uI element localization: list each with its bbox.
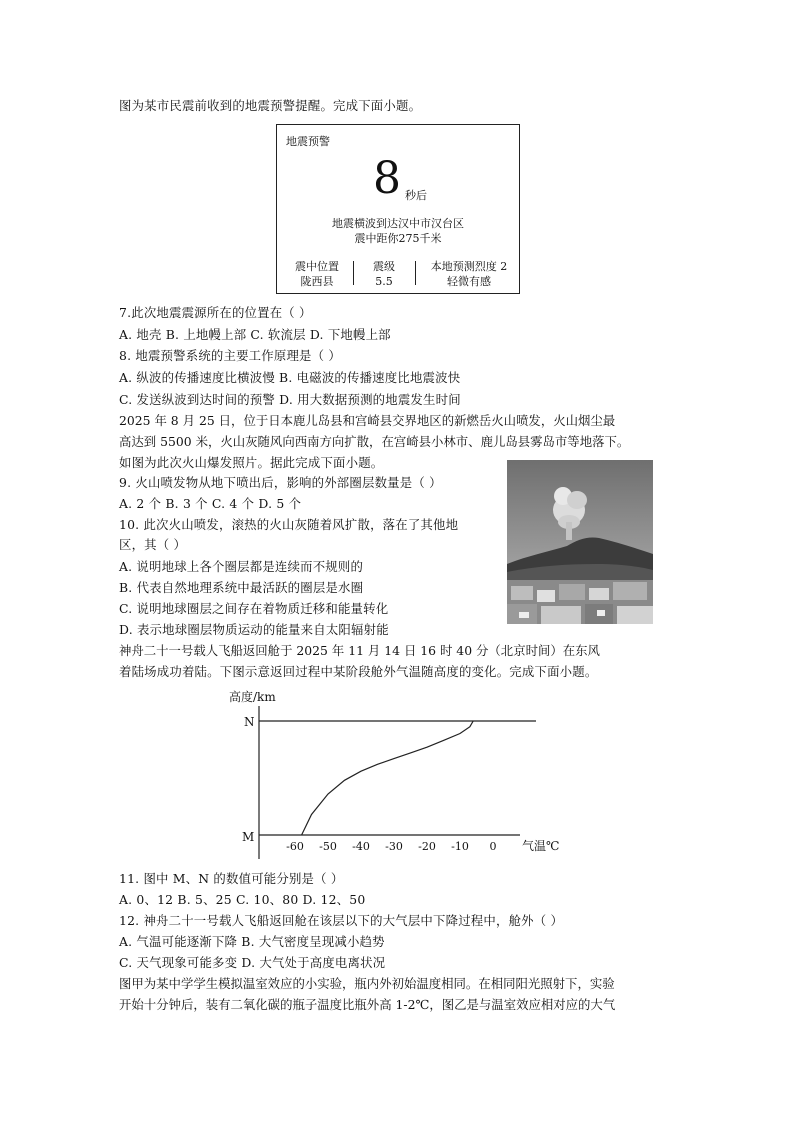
text-line: 如图为此次火山爆发照片。据此完成下面小题。 (119, 455, 384, 470)
divider (353, 261, 354, 285)
text-line: A. 0、12 B. 5、25 C. 10、80 D. 12、50 (119, 892, 366, 907)
intensity-value: 轻微有感 (447, 275, 491, 288)
x-tick-label: -50 (319, 840, 337, 853)
text-line: 图为某市民震前收到的地震预警提醒。完成下面小题。 (119, 98, 422, 113)
x-tick-label: -20 (418, 840, 436, 853)
text-line: 9. 火山喷发物从地下喷出后，影响的外部圈层数量是（ ） (119, 475, 442, 490)
x-tick-label: -60 (286, 840, 304, 853)
x-tick-label: -10 (451, 840, 469, 853)
y-tick-label: N (244, 715, 255, 729)
text-line: 2025 年 8 月 25 日，位于日本鹿儿岛县和宫崎县交界地区的新燃岳火山喷发，火山烟尘最 (119, 413, 616, 428)
x-tick-label: -40 (352, 840, 370, 853)
text-line: C. 发送纵波到达时间的预警 D. 用大数据预测的地震发生时间 (119, 392, 461, 407)
text-line: 神舟二十一号载人飞船返回舱于 2025 年 11 月 14 日 16 时 40 分（北京时间）在东风 (119, 643, 600, 658)
text-line: C. 天气现象可能多变 D. 大气处于高度电离状况 (119, 955, 386, 970)
earthquake-warning-card (276, 124, 520, 294)
text-line: 11. 图中 M、N 的数值可能分别是（ ） (119, 871, 344, 886)
warning-line-1: 地震横波到达汉中市汉台区 (332, 217, 464, 230)
intensity-label: 本地预测烈度 (430, 260, 497, 273)
temperature-height-chart (200, 684, 590, 864)
text-line: 高达到 5500 米，火山灰随风向西南方向扩散，在宫崎县小林市、鹿儿岛县雾岛市等地落下。 (119, 434, 630, 449)
text-line: D. 表示地球圈层物质运动的能量来自太阳辐射能 (119, 622, 389, 637)
intensity-number: 2 (500, 260, 508, 273)
volcano-eruption-photo (507, 460, 653, 624)
text-line: 着陆场成功着陆。下图示意返回过程中某阶段舱外气温随高度的变化。完成下面小题。 (119, 664, 598, 679)
countdown-number: 8 (373, 153, 401, 204)
epicenter-cell (285, 259, 349, 289)
magnitude-label: 震级 (373, 260, 395, 273)
x-tick-label: 0 (489, 840, 497, 853)
y-axis-label: 高度/km (229, 690, 276, 704)
text-line: A. 气温可能逐渐下降 B. 大气密度呈现减小趋势 (119, 934, 385, 949)
y-tick-label: M (242, 830, 255, 844)
text-line: A. 2 个 B. 3 个 C. 4 个 D. 5 个 (119, 496, 302, 511)
warning-title: 地震预警 (286, 135, 330, 148)
text-line: 开始十分钟后，装有二氧化碳的瓶子温度比瓶外高 1-2℃，图乙是与温室效应相对应的大气 (119, 997, 616, 1012)
text-line: 12. 神舟二十一号载人飞船返回舱在该层以下的大气层中下降过程中，舱外（ ） (119, 913, 564, 928)
magnitude-value: 5.5 (375, 275, 393, 288)
x-axis-label: 气温℃ (522, 839, 560, 853)
epicenter-value: 陇西县 (300, 275, 334, 288)
x-tick-label: -30 (385, 840, 403, 853)
text-line: A. 说明地球上各个圈层都是连续而不规则的 (119, 559, 364, 574)
text-line: 图甲为某中学学生模拟温室效应的小实验，瓶内外初始温度相同。在相同阳光照射下，实验 (119, 976, 615, 991)
text-line: 10. 此次火山喷发，滚热的火山灰随着风扩散，落在了其他地 (119, 517, 459, 532)
text-line: 7.此次地震震源所在的位置在（ ） (119, 305, 312, 320)
epicenter-label: 震中位置 (295, 260, 339, 273)
text-line: A. 纵波的传播速度比横波慢 B. 电磁波的传播速度比地震波快 (119, 370, 461, 385)
warning-line-2: 震中距你275千米 (354, 232, 442, 245)
text-line: C. 说明地球圈层之间存在着物质迁移和能量转化 (119, 601, 389, 616)
magnitude-cell (359, 259, 409, 289)
countdown-unit: 秒后 (405, 189, 427, 202)
temperature-curve (302, 721, 474, 835)
divider (415, 261, 416, 285)
text-line: 8. 地震预警系统的主要工作原理是（ ） (119, 348, 341, 363)
text-line: B. 代表自然地理系统中最活跃的圈层是水圈 (119, 580, 364, 595)
intensity-cell (419, 259, 519, 289)
text-line: A. 地壳 B. 上地幔上部 C. 软流层 D. 下地幔上部 (119, 327, 391, 342)
text-line: 区，其（ ） (119, 537, 187, 552)
